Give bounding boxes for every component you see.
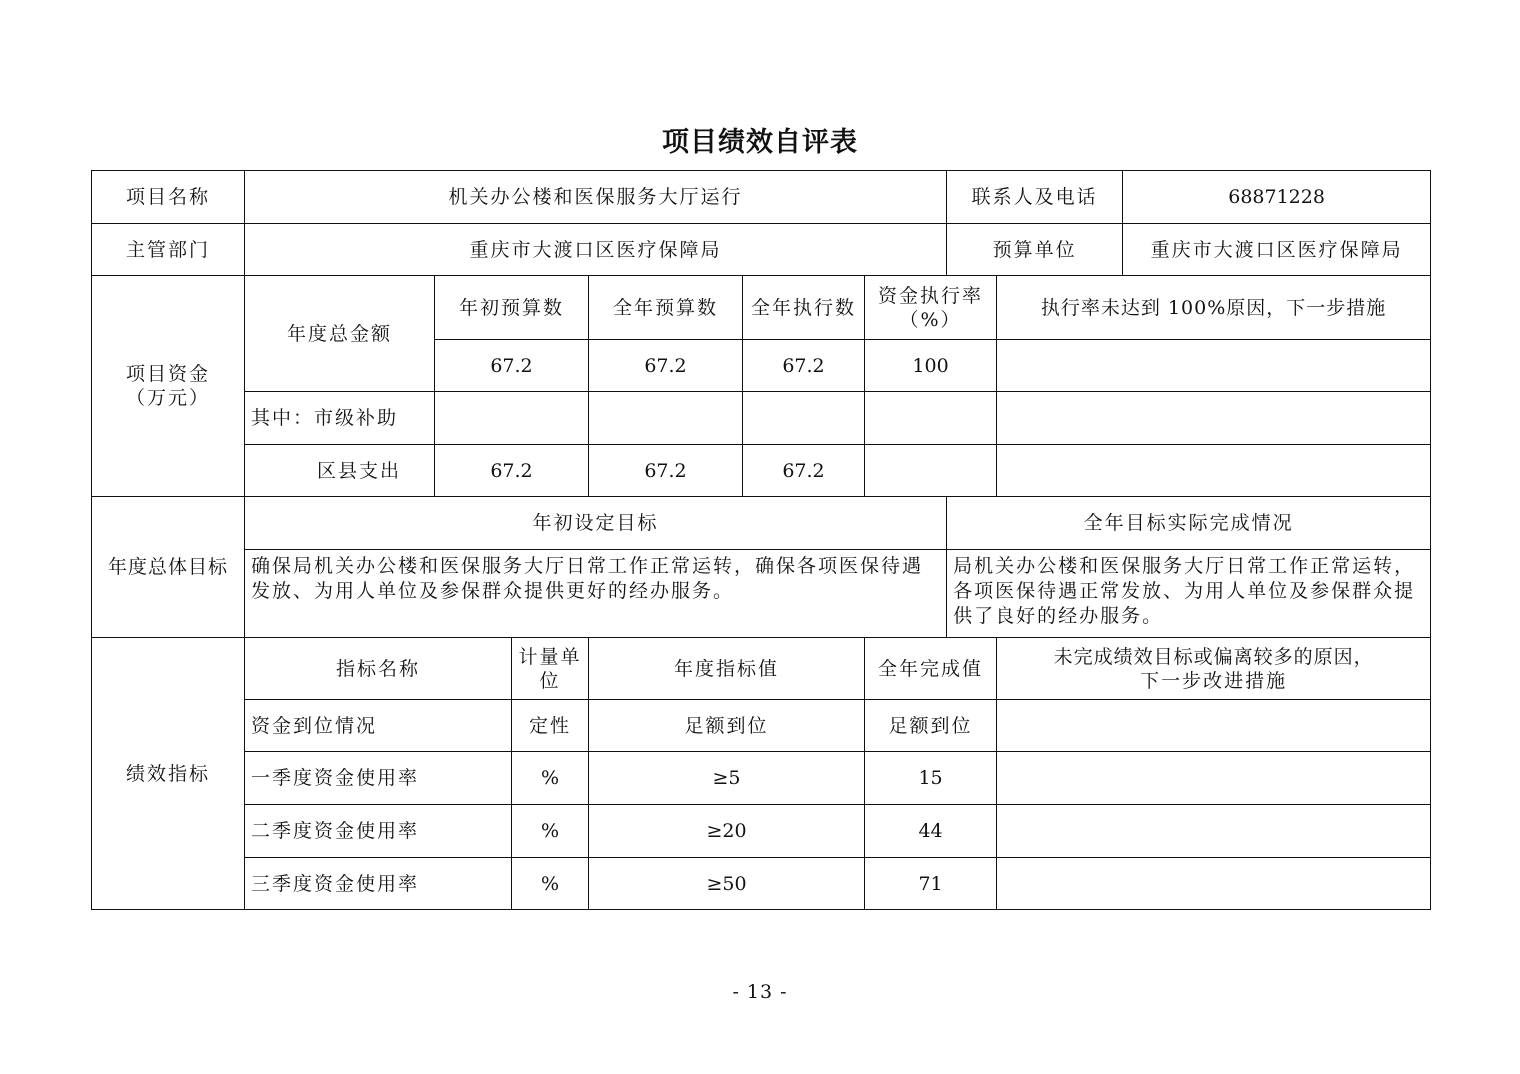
budget-unit-value: 重庆市大渡口区医疗保障局 — [1123, 224, 1431, 276]
department-label: 主管部门 — [92, 224, 245, 276]
col-indicator-reason-line1: 未完成绩效目标或偏离较多的原因， — [1053, 645, 1374, 668]
col-indicator-unit: 计量单位 — [512, 638, 589, 700]
indicator-reason — [997, 752, 1431, 805]
annual-total-label: 年度总金额 — [245, 276, 435, 392]
goals-set-text: 确保局机关办公楼和医保服务大厅日常工作正常运转，确保各项医保待遇发放、为用人单位及参保群众提供更好的经办服务。 — [245, 550, 947, 638]
goals-actual-header: 全年目标实际完成情况 — [947, 497, 1431, 550]
indicator-actual: 足额到位 — [865, 700, 997, 752]
col-execution-rate — [865, 276, 997, 340]
district-reason-value — [997, 445, 1431, 497]
municipal-full-year-value — [589, 392, 743, 445]
district-row — [92, 445, 1431, 497]
municipal-initial-value — [435, 392, 589, 445]
indicator-reason — [997, 700, 1431, 752]
indicator-row — [92, 752, 1431, 805]
total-initial-value: 67.2 — [435, 340, 589, 392]
total-rate-value: 100 — [865, 340, 997, 392]
col-indicator-reason — [997, 638, 1431, 700]
indicator-unit: 定性 — [512, 700, 589, 752]
indicator-target: 足额到位 — [589, 700, 865, 752]
total-full-year-value: 67.2 — [589, 340, 743, 392]
budget-unit-label: 预算单位 — [947, 224, 1123, 276]
total-reason-value — [997, 340, 1431, 392]
municipal-label: 其中：市级补助 — [245, 392, 435, 445]
col-full-year-budget: 全年预算数 — [589, 276, 743, 340]
goals-text-row — [92, 550, 1431, 638]
contact-label: 联系人及电话 — [947, 171, 1123, 224]
indicator-row — [92, 858, 1431, 910]
indicator-row — [92, 700, 1431, 752]
funds-section-label-line1: 项目资金 — [125, 363, 210, 385]
district-executed-value: 67.2 — [743, 445, 865, 497]
district-full-year-value: 67.2 — [589, 445, 743, 497]
indicators-section-label: 绩效指标 — [92, 638, 245, 910]
municipal-executed-value — [743, 392, 865, 445]
funds-section-label-line2: （万元） — [125, 387, 210, 409]
col-execution-rate-line2: （%） — [899, 308, 962, 331]
municipal-rate-value — [865, 392, 997, 445]
contact-value: 68871228 — [1123, 171, 1431, 224]
col-execution-rate-line1: 资金执行率 — [878, 284, 984, 307]
indicator-name: 二季度资金使用率 — [245, 805, 512, 858]
goals-header-row — [92, 497, 1431, 550]
indicator-reason — [997, 805, 1431, 858]
page-title: 项目绩效自评表 — [662, 127, 858, 158]
project-name-value: 机关办公楼和医保服务大厅运行 — [245, 171, 947, 224]
indicator-row — [92, 805, 1431, 858]
col-executed: 全年执行数 — [743, 276, 865, 340]
project-name-row — [92, 171, 1431, 224]
indicator-name: 一季度资金使用率 — [245, 752, 512, 805]
department-value: 重庆市大渡口区医疗保障局 — [245, 224, 947, 276]
indicator-target: ≥20 — [589, 805, 865, 858]
district-rate-value — [865, 445, 997, 497]
indicator-actual: 44 — [865, 805, 997, 858]
indicator-unit: % — [512, 805, 589, 858]
funds-header-row — [92, 276, 1431, 340]
col-indicator-reason-line2: 下一步改进措施 — [1140, 669, 1288, 692]
project-name-label: 项目名称 — [92, 171, 245, 224]
indicator-unit: % — [512, 752, 589, 805]
col-reason: 执行率未达到 100%原因，下一步措施 — [997, 276, 1431, 340]
indicator-actual: 15 — [865, 752, 997, 805]
district-initial-value: 67.2 — [435, 445, 589, 497]
goals-set-header: 年初设定目标 — [245, 497, 947, 550]
indicator-actual: 71 — [865, 858, 997, 910]
indicator-name: 三季度资金使用率 — [245, 858, 512, 910]
col-indicator-target: 年度指标值 — [589, 638, 865, 700]
municipal-reason-value — [997, 392, 1431, 445]
indicator-target: ≥5 — [589, 752, 865, 805]
col-initial-budget: 年初预算数 — [435, 276, 589, 340]
goals-section-label: 年度总体目标 — [92, 497, 245, 638]
col-indicator-name: 指标名称 — [245, 638, 512, 700]
col-indicator-actual: 全年完成值 — [865, 638, 997, 700]
indicator-unit: % — [512, 858, 589, 910]
indicator-reason — [997, 858, 1431, 910]
funds-section-label — [92, 276, 245, 497]
page-number: - 13 - — [732, 981, 788, 1003]
municipal-row — [92, 392, 1431, 445]
indicator-name: 资金到位情况 — [245, 700, 512, 752]
performance-evaluation-table — [91, 170, 1431, 910]
goals-actual-text: 局机关办公楼和医保服务大厅日常工作正常运转，各项医保待遇正常发放、为用人单位及参保群众提供了良好的经办服务。 — [947, 550, 1431, 638]
department-row — [92, 224, 1431, 276]
indicator-target: ≥50 — [589, 858, 865, 910]
district-label: 区县支出 — [245, 445, 435, 497]
total-executed-value: 67.2 — [743, 340, 865, 392]
indicators-header-row — [92, 638, 1431, 700]
